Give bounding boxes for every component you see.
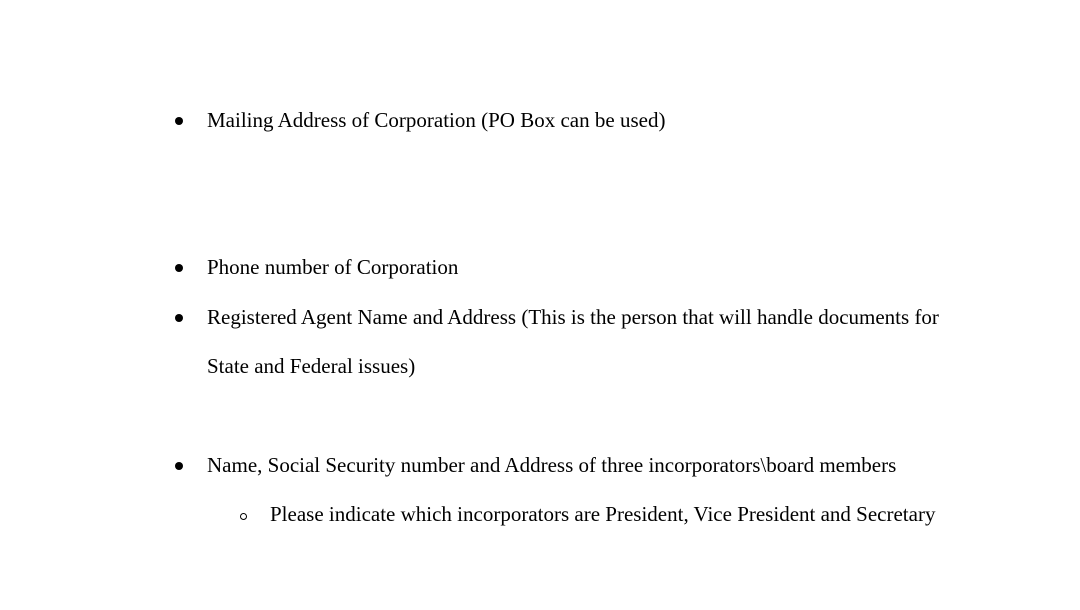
sub-list-item: Please indicate which incorporators are President, Vice President and Secretary [270, 502, 936, 526]
sub-bullet-icon [240, 513, 247, 520]
list-item: Phone number of Corporation [207, 255, 459, 279]
bullet-icon [175, 264, 183, 272]
bullet-icon [175, 314, 183, 322]
list-item: Name, Social Security number and Address of three incorporators\board members [207, 453, 897, 477]
list-item: Mailing Address of Corporation (PO Box can be used) [207, 108, 666, 132]
list-item: Registered Agent Name and Address (This is the person that will handle documents for [207, 305, 939, 329]
bullet-icon [175, 462, 183, 470]
list-item-continuation: State and Federal issues) [207, 354, 416, 378]
bullet-icon [175, 117, 183, 125]
